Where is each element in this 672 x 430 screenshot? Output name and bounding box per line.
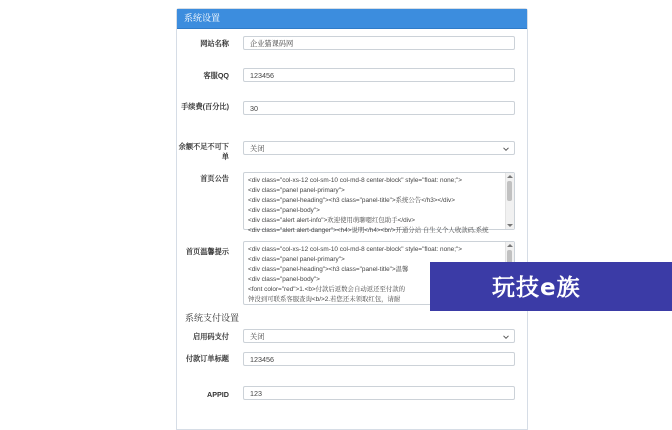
enable-code-pay-value: 关闭 — [250, 332, 265, 341]
fee-percent-label: 手续费(百分比) — [181, 102, 229, 111]
svg-text:玩技e族: 玩技e族 — [492, 275, 581, 301]
home-tip-label: 首页温馨提示 — [185, 247, 229, 256]
fee-percent-input[interactable]: 30 — [243, 101, 515, 115]
tip-line: <div class="panel panel-primary"> — [248, 256, 345, 264]
payment-section-title: 系统支付设置 — [185, 313, 240, 323]
appid-label: APPID — [207, 390, 229, 399]
system-settings-panel — [176, 8, 528, 430]
scroll-up-icon — [507, 175, 513, 178]
insufficient-balance-label: 余额不足不可下单 — [178, 142, 229, 161]
appid-input[interactable]: 123 — [243, 386, 515, 400]
tip-line: <div class="panel-heading"><h3 class="panel-title">温馨 — [248, 266, 409, 274]
service-qq-label: 客服QQ — [203, 71, 229, 80]
chevron-down-icon — [503, 146, 509, 152]
notice-scrollbar[interactable] — [505, 173, 514, 229]
enable-code-pay-select[interactable] — [243, 329, 515, 343]
notice-line: <div class="alert alert-info">欢迎使用萌聊嗯红包助手</div> — [248, 217, 416, 225]
tip-line: <div class="panel-body"> — [248, 276, 320, 284]
notice-line: <div class="panel-body"> — [248, 207, 320, 215]
site-name-input[interactable]: 企业猫课码网 — [243, 36, 515, 50]
notice-line: <div class="alert alert-danger"><h4>说明</h4><br/>开通分站 自生义个人收款码,系统 — [248, 227, 489, 235]
tip-line: <font color="red">1.<b>付款后返数会自动返还至付款的 — [248, 286, 406, 294]
notice-line: <div class="col-xs-12 col-sm-10 col-md-8 center-block" style="float: none;"> — [248, 177, 463, 184]
scroll-down-icon — [507, 224, 513, 227]
service-qq-input[interactable]: 123456 — [243, 68, 515, 82]
enable-code-pay-label: 启用码支付 — [193, 332, 229, 341]
notice-line: <div class="panel-heading"><h3 class="panel-title">系统公告</h3></div> — [248, 197, 455, 205]
panel-title: 系统设置 — [177, 9, 527, 29]
site-name-label: 网站名称 — [200, 39, 229, 48]
insufficient-balance-select[interactable] — [243, 141, 515, 155]
watermark-logo-graphic — [430, 262, 672, 311]
scroll-up-icon — [507, 244, 513, 247]
order-title-label: 付款订单标题 — [185, 354, 229, 363]
watermark-logo — [430, 262, 672, 311]
scroll-thumb[interactable] — [507, 181, 512, 201]
insufficient-balance-value: 关闭 — [250, 144, 265, 153]
notice-line: <div class="panel panel-primary"> — [248, 187, 345, 195]
home-notice-label: 首页公告 — [200, 174, 229, 183]
chevron-down-icon — [503, 334, 509, 340]
home-notice-textarea[interactable] — [243, 172, 515, 235]
order-title-input[interactable]: 123456 — [243, 352, 515, 366]
tip-line: <div class="col-xs-12 col-sm-10 col-md-8 center-block" style="float: none;"> — [248, 246, 463, 253]
tip-line: 钟没到可联系客服查询<b/>2.若您还未领取红包，请耐 — [248, 296, 401, 304]
